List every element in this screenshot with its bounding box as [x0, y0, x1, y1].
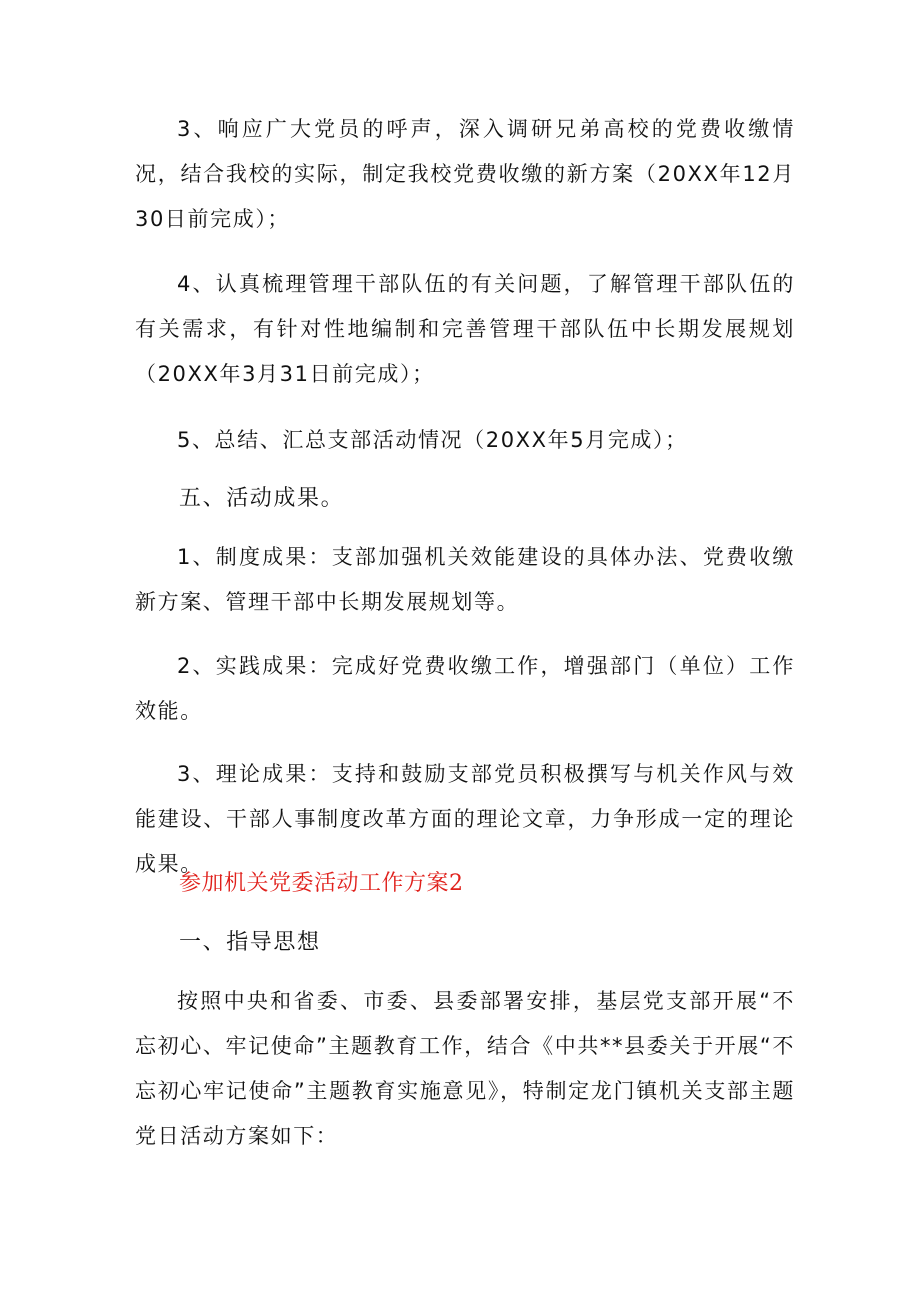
paragraph-outcome-2-practice: 2、实践成果：完成好党费收缴工作，增强部门（单位）工作效能。 [135, 654, 795, 723]
paragraph-item-3-survey: 3、响应广大党员的呼声，深入调研兄弟高校的党费收缴情况，结合我校的实际，制定我校党费收缴的新方案（20XX年12月30日前完成）； [135, 117, 795, 231]
paragraph-outcome-1-system: 1、制度成果：支部加强机关效能建设的具体办法、党费收缴新方案、管理干部中长期发展规划等。 [135, 545, 795, 614]
section-heading-guiding-ideology: 一、指导思想 [179, 930, 321, 955]
paragraph-item-4-planning: 4、认真梳理管理干部队伍的有关问题，了解管理干部队伍的有关需求，有针对性地编制和完善管理干部队伍中长期发展规划（20XX年3月31日前完成）； [135, 272, 795, 386]
section-title-plan-2: 参加机关党委活动工作方案2 [179, 871, 464, 896]
paragraph-guiding-ideology-body: 按照中央和省委、市委、县委部署安排，基层党支部开展“不忘初心、牢记使命”主题教育工作，结合《中共**县委关于开展“不忘初心牢记使命”主题教育实施意见》，特制定龙门镇机关支部主题党日活动方案如下： [135, 989, 795, 1148]
paragraph-item-5-summary: 5、总结、汇总支部活动情况（20XX年5月完成）； [177, 428, 688, 452]
section-heading-outcomes: 五、活动成果。 [179, 486, 345, 511]
paragraph-outcome-3-theory: 3、理论成果：支持和鼓励支部党员积极撰写与机关作风与效能建设、干部人事制度改革方面的理论文章，力争形成一定的理论成果。 [135, 762, 795, 876]
